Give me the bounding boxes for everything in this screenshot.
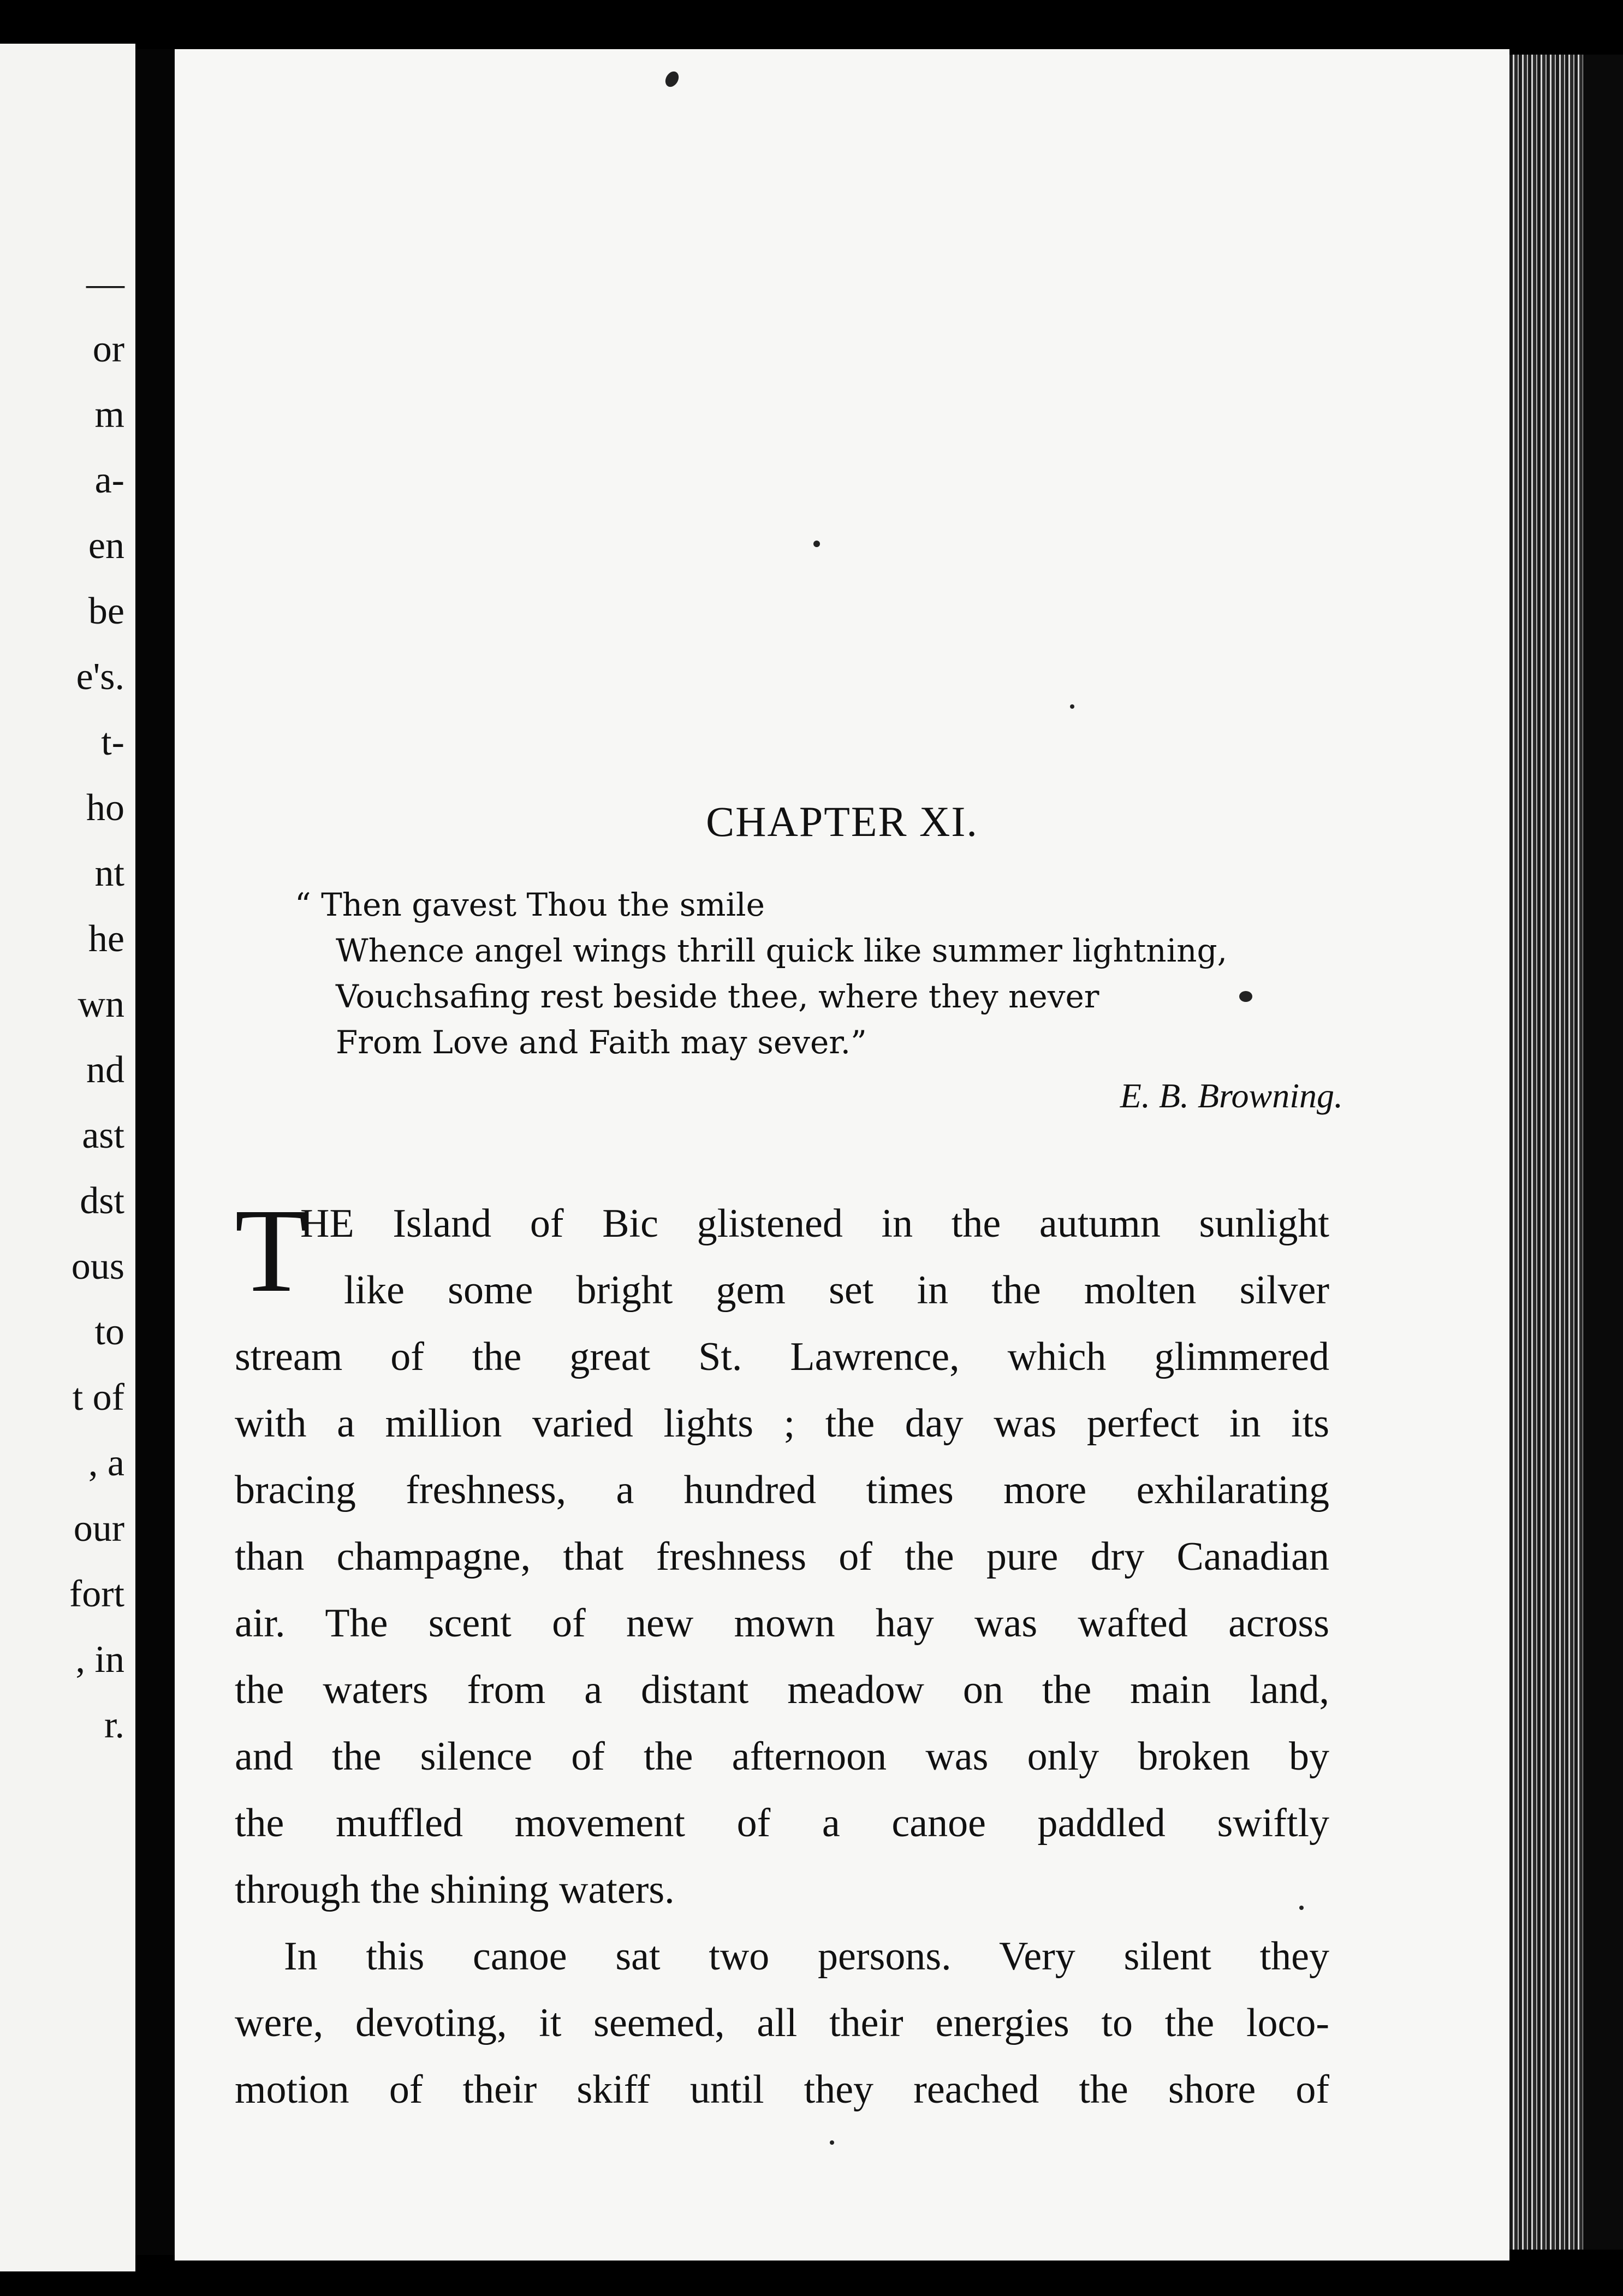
text-line: like some bright gem set in the molten silver <box>344 1268 1329 1313</box>
paragraph-1 <box>235 1184 1329 1324</box>
epigraph <box>295 882 1387 1065</box>
text-line: In this canoe sat two persons. Very silent they <box>284 1934 1329 1979</box>
left-fragment: a- <box>94 459 124 501</box>
text-line: and the silence of the afternoon was only broken by <box>235 1734 1329 1779</box>
ink-speck <box>1070 704 1074 709</box>
drop-cap: T <box>235 1184 308 1317</box>
left-fragment: ous <box>71 1245 124 1288</box>
text-line: stream of the great St. Lawrence, which glimmered <box>235 1334 1329 1379</box>
ink-speck <box>813 541 820 547</box>
left-fragment: wn <box>78 983 124 1025</box>
left-page-fragment <box>0 44 135 2271</box>
left-fragment: e's. <box>76 656 124 698</box>
paragraph-2 <box>235 1923 1329 2123</box>
left-fragment: nd <box>86 1049 124 1091</box>
ink-speck <box>1299 1906 1304 1910</box>
left-fragment: dst <box>80 1180 124 1222</box>
left-fragment: r. <box>104 1704 124 1746</box>
text-line: the waters from a distant meadow on the main land, <box>235 1668 1329 1712</box>
left-fragment: be <box>88 590 124 632</box>
text-line: the muffled movement of a canoe paddled swiftly <box>235 1801 1329 1846</box>
book-page <box>175 49 1509 2261</box>
left-fragment: ho <box>86 787 124 829</box>
left-fragment: our <box>73 1508 124 1550</box>
text-line: air. The scent of new mown hay was wafted across <box>235 1601 1329 1646</box>
text-line: motion of their skiff until they reached the shore of <box>235 2067 1329 2112</box>
left-fragment: — <box>86 263 124 305</box>
left-fragment: en <box>88 525 124 567</box>
left-fragment: t- <box>101 721 124 763</box>
text-line: than champagne, that freshness of the pure dry Canadian <box>235 1534 1329 1579</box>
left-fragment: m <box>94 394 124 436</box>
page-edges-shadow <box>1583 55 1623 2250</box>
left-fragment: , in <box>75 1639 124 1681</box>
text-line: HE Island of Bic glistened in the autumn sunlight <box>300 1201 1329 1246</box>
left-fragment: , a <box>88 1442 124 1484</box>
ink-speck <box>1239 991 1252 1002</box>
epigraph-line: Whence angel wings thrill quick like summer lightning, <box>336 932 1228 969</box>
left-fragment: ast <box>82 1114 124 1156</box>
chapter-title: CHAPTER XI. <box>706 798 978 845</box>
epigraph-line: From Love and Faith may sever.” <box>336 1024 867 1061</box>
text-line: were, devoting, it seemed, all their energies to the loco- <box>235 2001 1329 2045</box>
epigraph-line: Vouchsafing rest beside thee, where they never <box>336 978 1099 1015</box>
left-fragment: to <box>94 1311 124 1353</box>
text-line: with a million varied lights ; the day was perfect in its <box>235 1401 1329 1446</box>
ink-speck <box>663 69 681 90</box>
body-text <box>235 1184 1329 2123</box>
left-fragment: nt <box>94 852 124 894</box>
epigraph-line: “ Then gavest Thou the smile <box>295 886 765 923</box>
text-line: bracing freshness, a hundred times more exhilarating <box>235 1468 1329 1512</box>
left-fragment: he <box>88 918 124 960</box>
left-fragment: fort <box>69 1573 124 1615</box>
epigraph-attribution: E. B. Browning. <box>1120 1076 1343 1115</box>
left-fragment: or <box>92 328 124 370</box>
text-line: through the shining waters. <box>235 1867 675 1912</box>
left-fragment: t of <box>72 1377 124 1419</box>
ink-speck <box>830 2140 834 2145</box>
book-gutter <box>135 49 175 2255</box>
